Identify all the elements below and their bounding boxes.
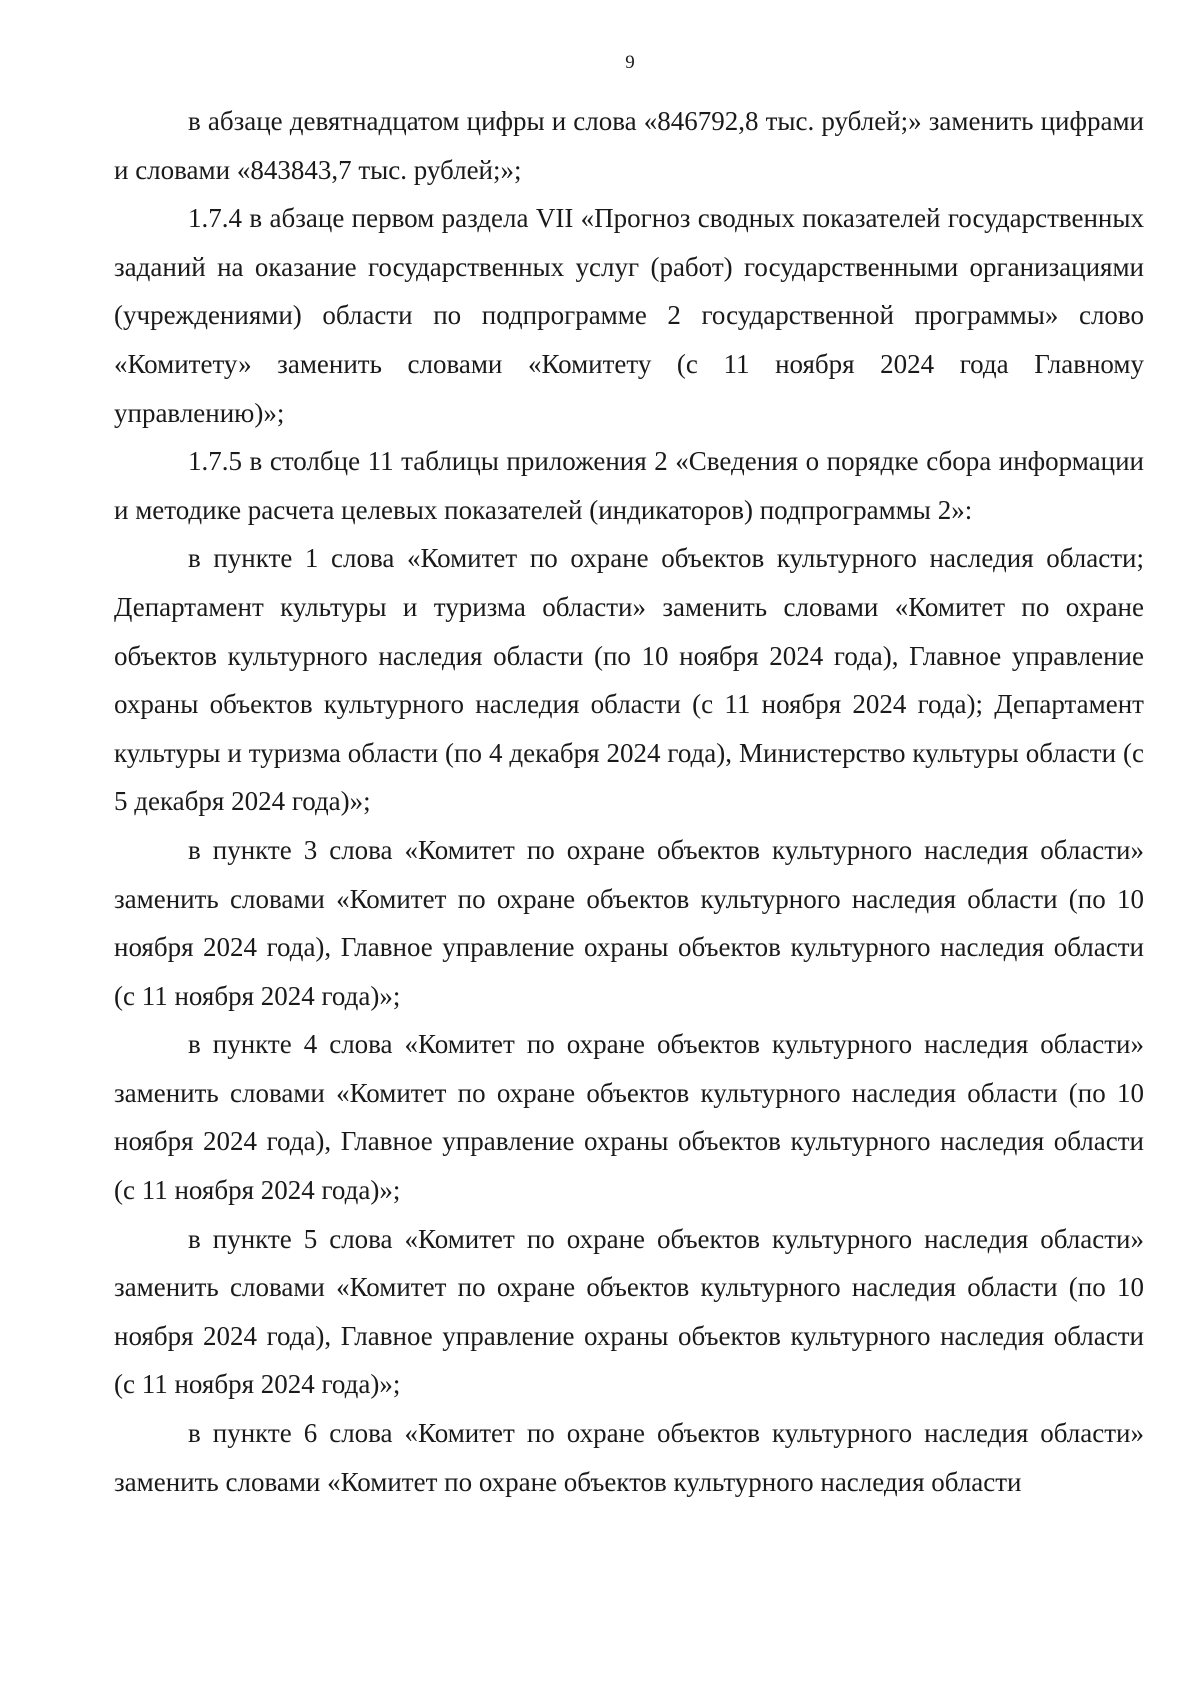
paragraph-1-7-5: 1.7.5 в столбце 11 таблицы приложения 2 «Сведения о порядке сбора информации и методике расчета целевых показателей (индикаторов) подпрограммы 2»:: [114, 446, 1144, 525]
page-number: 9: [625, 52, 635, 73]
paragraph-punkt-5: в пункте 5 слова «Комитет по охране объектов культурного наследия области» заменить словами «Комитет по охране объектов культурного наследия области (по 10 ноября 2024 года), Главное управление охраны объектов культурного наследия области (с 11 ноября 2024 года)»;: [114, 1223, 1144, 1400]
paragraph-punkt-3: в пункте 3 слова «Комитет по охране объектов культурного наследия области» заменить словами «Комитет по охране объектов культурного наследия области (по 10 ноября 2024 года), Главное управление охраны объектов культурного наследия области (с 11 ноября 2024 года)»;: [114, 834, 1144, 1011]
paragraph-abzac-19: в абзаце девятнадцатом цифры и слова «846792,8 тыс. рублей;» заменить цифрами и словами «843843,7 тыс. рублей;»;: [114, 106, 1144, 185]
document-body: [114, 97, 1144, 1506]
paragraph-punkt-4: в пункте 4 слова «Комитет по охране объектов культурного наследия области» заменить словами «Комитет по охране объектов культурного наследия области (по 10 ноября 2024 года), Главное управление охраны объектов культурного наследия области (с 11 ноября 2024 года)»;: [114, 1029, 1144, 1206]
paragraph-punkt-1: в пункте 1 слова «Комитет по охране объектов культурного наследия области; Департамент культуры и туризма области» заменить словами «Комитет по охране объектов культурного наследия области (по 10 ноября 2024 года), Главное управление охраны объектов культурного наследия области (с 11 ноября 2024 года); Департамент культуры и туризма области (по 4 декабря 2024 года), Министерство культуры области (с 5 декабря 2024 года)»;: [114, 543, 1144, 817]
paragraph-punkt-6: в пункте 6 слова «Комитет по охране объектов культурного наследия области» заменить словами «Комитет по охране объектов культурного наследия области: [114, 1418, 1144, 1497]
paragraph-1-7-4: 1.7.4 в абзаце первом раздела VII «Прогноз сводных показателей государственных заданий на оказание государственных услуг (работ) государственными организациями (учреждениями) области по подпрограмме 2 государственной программы» слово «Комитету» заменить словами «Комитету (с 11 ноября 2024 года Главному управлению)»;: [114, 203, 1144, 428]
